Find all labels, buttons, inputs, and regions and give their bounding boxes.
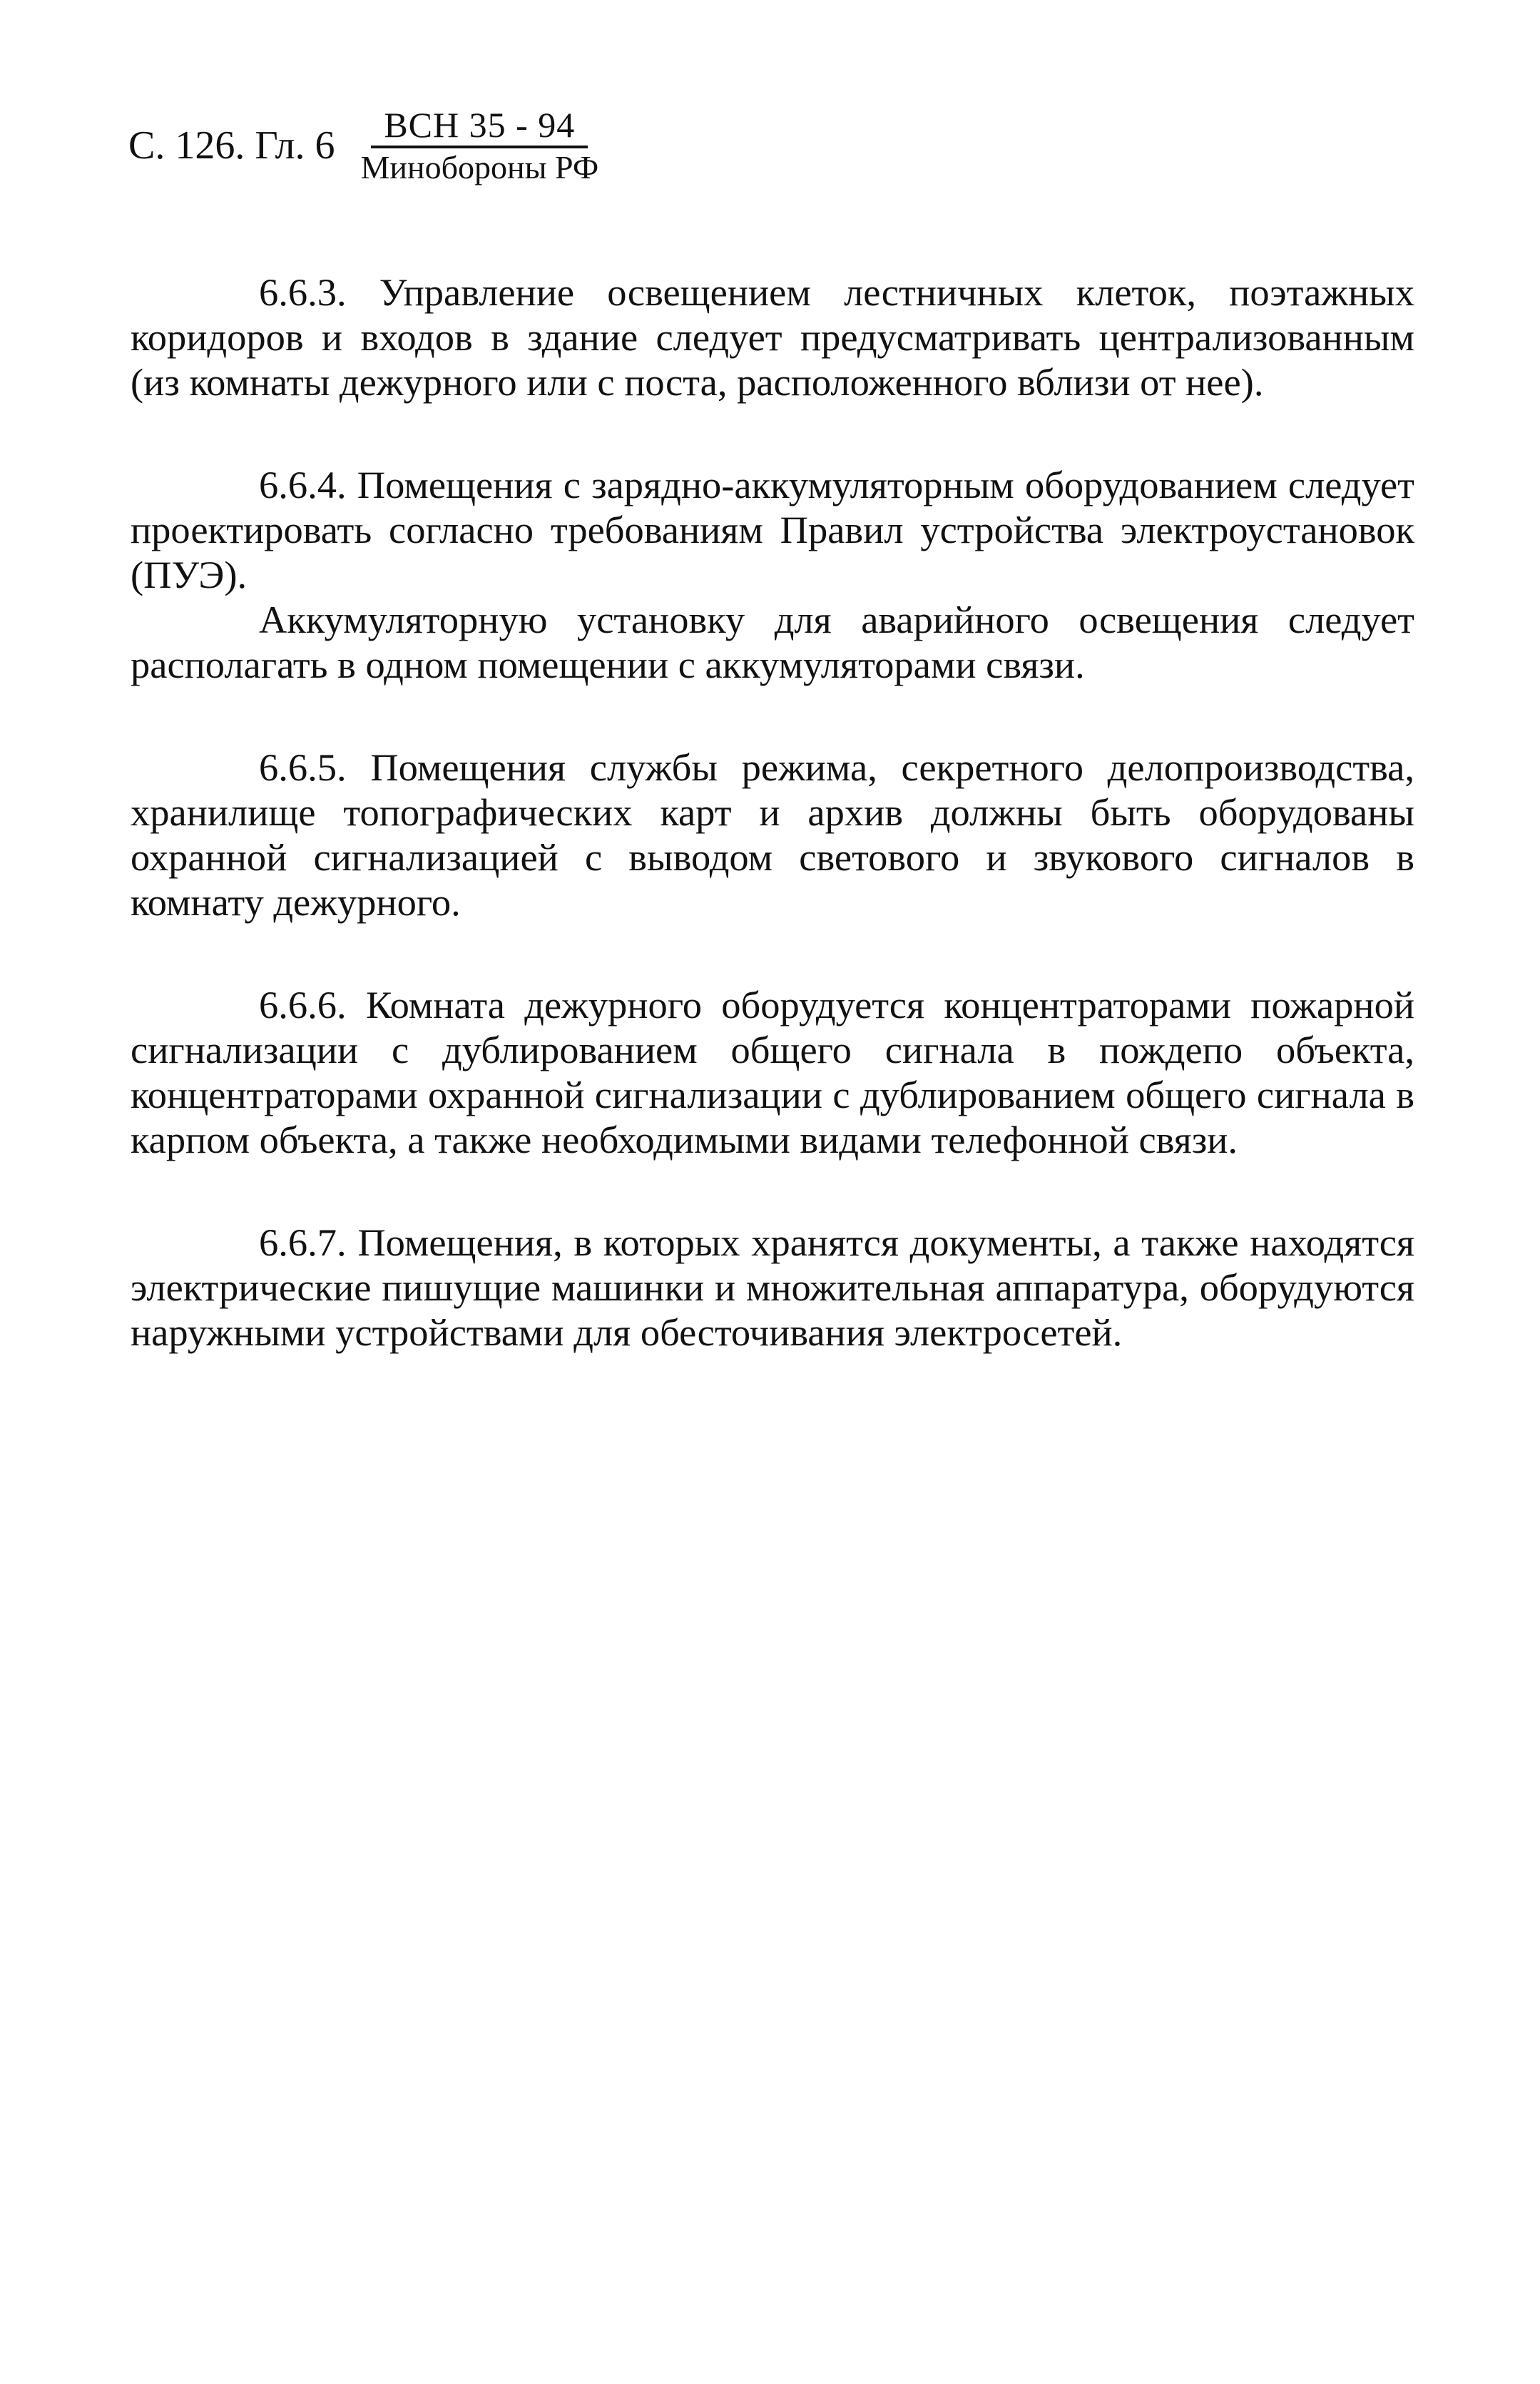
page-header <box>128 107 611 184</box>
paragraph-text: Помещения с зарядно-аккумуляторным оборудованием следует проектировать согласно требованиям Правил устройства электроустановок (ПУЭ). <box>131 463 1414 596</box>
paragraph-text: Помещения, в которых хранятся документы, а также находятся электрические пишущие машинки и множительная аппаратура, оборудуются наружными устройствами для обесточивания электросетей. <box>131 1221 1414 1354</box>
paragraph-text: Управление освещением лестничных клеток, поэтажных коридоров и входов в здание следует предусматривать централизованным (из комнаты дежурного или с поста, расположенного вблизи от нее). <box>131 270 1415 404</box>
paragraph-6-6-4 <box>131 462 1414 597</box>
issuing-organization: Минобороны РФ <box>360 149 599 185</box>
paragraph-number: 6.6.6. <box>259 983 347 1027</box>
document-code-fraction <box>347 107 611 184</box>
paragraph-text: Аккумуляторную установку для аварийного освещения следует располагать в одном помещении с аккумуляторами связи. <box>131 598 1414 686</box>
paragraph-number: 6.6.3. <box>259 270 347 314</box>
paragraph-6-6-3 <box>131 270 1414 404</box>
document-code: ВСН 35 - 94 <box>371 107 588 148</box>
paragraph-number: 6.6.4. <box>259 463 347 506</box>
paragraph-number: 6.6.5. <box>259 745 347 789</box>
paragraph-6-6-6 <box>131 982 1414 1162</box>
page-reference: С. 126. Гл. 6 <box>128 123 335 168</box>
paragraph-text: Комната дежурного оборудуется концентраторами пожарной сигнализации с дублированием общего сигнала в пождепо объекта, концентраторами охранной сигнализации с дублированием общего сигнала в карпом объекта, а также необходимыми видами телефонной связи. <box>131 983 1415 1161</box>
paragraph-6-6-5 <box>131 745 1414 924</box>
paragraph-number: 6.6.7. <box>259 1221 347 1264</box>
paragraph-text: Помещения службы режима, секретного делопроизводства, хранилище топографических карт и архив должны быть оборудованы охранной сигнализацией с выводом светового и звукового сигналов в комнату дежурного. <box>131 745 1414 924</box>
paragraph-6-6-4-continued <box>131 597 1414 687</box>
paragraph-6-6-7 <box>131 1220 1414 1355</box>
document-body <box>131 270 1414 1355</box>
